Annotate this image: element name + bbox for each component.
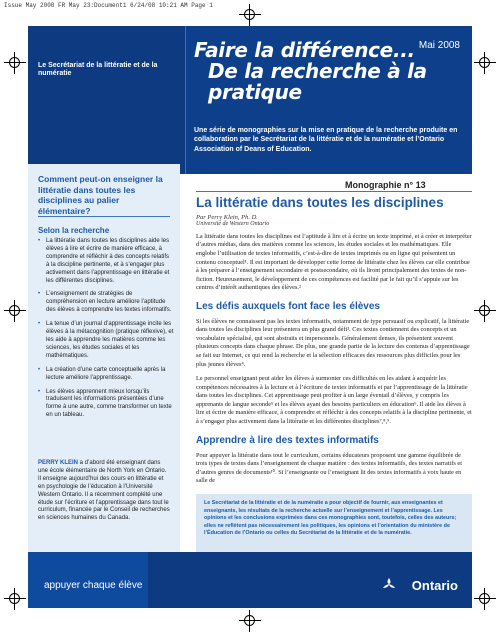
footer-band <box>28 552 472 608</box>
list-item: • Les élèves apprennent mieux lorsqu’ils traduisent les informations présentées d’une forme à une autre, comme transformer un texte en un tableau. <box>38 389 174 421</box>
registration-mark-mid-right <box>474 300 496 322</box>
list-item: • La littératie dans toutes les disciplines aide les élèves à lire et écrire de manière efficace, à comprendre et réfléchir à des concepts relatifs à la discipline pertinente, et à s’engager plus activement dans l’apprentissage en littératie et les différentes disciplines. <box>38 238 174 285</box>
masthead-banner <box>28 26 472 174</box>
author-bio-text: a d’abord été enseignant dans une école élémentaire de North York en Ontario. Il enseigne aujourd’hui des cours en littératie et en psychologie de l’éducation à l’Université Western Ontario. Il a récemment complété une étude sur l’écriture et l’apprentissage dans tout le curriculum, financée par le Conseil de recherches en sciences humaines du Canada. <box>38 460 170 522</box>
monograph-number: Monographie n° 13 <box>345 180 426 190</box>
intro-paragraph: La littératie dans toutes les disciplines est l’aptitude à lire et à écrire un texte imprimé, et à créer et interpréter d’autres médias, dans des matières comme les sciences, les études sociales et les mathématiques. Elle englobe l’utilisation de textes informatifs, c’est-à-dire de textes imprimés ou en ligne qui présentent un contenu conceptuel¹. Il est important de développer cette forme de littératie chez les élèves car elle contribue à les préparer à l’enseignement secondaire et postsecondaire, où ils liront principalement des textes de non-fiction. Heureusement, le développement de ces compétences est facilité par le fait qu’il s’appuie sur les centres d’intérêt authentiques des élèves.² <box>196 232 472 292</box>
header-rule <box>196 191 472 192</box>
list-item: • L’enseignement de stratégies de compréhension en lecture améliore l’aptitude des élèves à comprendre les textes informatifs. <box>38 291 174 315</box>
registration-mark-bottom-left <box>4 588 26 610</box>
registration-mark-bottom-right <box>474 588 496 610</box>
ontario-logo: Ontario <box>411 578 458 593</box>
body-paragraph: Si les élèves ne connaissent pas les textes informatifs, notamment de type persuasif ou explicatif, la littératie dans toutes les disciplines leur présentera un plus grand défi³. Ces textes contiennent des concepts et un vocabulaire spécialisé, qui sont abstraits et impersonnels. Généralement denses, ils présentent souvent plusieurs concepts dans chaque phrase. De plus, une grande partie de la lecture des contenus d’apprentissage se fait sur Internet, ce qui rend la recherche et la sélection efficaces des ressources plus difficiles pour les plus jeunes élèves⁴. <box>196 317 470 368</box>
registration-mark-mid-left <box>4 300 26 322</box>
series-title-line2: De la recherche à la pratique <box>208 59 427 104</box>
sidebar-question: Comment peut-on enseigner la littératie dans toutes les disciplines au palier élémentaire? <box>38 174 163 216</box>
article-body <box>196 196 472 486</box>
section-heading: Les défis auxquels font face les élèves <box>196 300 380 312</box>
footer-slogan: appuyer chaque élève <box>44 580 143 591</box>
series-title-line1: Faire la différence... <box>194 38 415 62</box>
print-slug: Issue May 2008 FR May 23:Document1 6/24/08 10:21 AM Page 1 <box>4 2 213 9</box>
registration-mark-top-left <box>4 52 26 74</box>
organization-name: Le Secrétariat de la littératie et de la numératie <box>38 62 158 78</box>
author-affiliation: Université de Western Ontario <box>196 220 270 227</box>
body-paragraph: Pour appuyer la littératie dans tout le curriculum, certains éducateurs proposent une gamme équilibrée de trois types de textes dans l’enseignement de chaque matière : des textes informatifs, des textes narratifs et d’autres genres de documents¹⁰. Si l’enseignante ou l’enseignant lit des textes informatifs à voix haute en salle de <box>196 451 462 485</box>
series-description: Une série de monographies sur la mise en pratique de la recherche produite en collaboration par le Secrétariat de la littératie et de la numératie et l’Ontario Association of Deans of Education. <box>194 127 458 153</box>
list-item: • La tenue d’un journal d’apprentissage incite les élèves à la métacognition (pratique réflexive), et les aide à apprendre les matières comme les sciences, les études sociales et les mathématiques. <box>38 321 174 361</box>
author-bio-name: PERRY KLEIN <box>38 460 79 466</box>
author-byline: Par Perry Klein, Ph. D. <box>196 213 258 221</box>
list-item: • La création d’une carte conceptuelle après la lecture améliore l’apprentissage. <box>38 367 174 383</box>
disclaimer-box: Le Secrétariat de la littératie et de la numératie a pour objectif de fournir, aux enseignantes et enseignants, les résultats de la recherche actuelle sur l’enseignement et l’apprentissage. Les opinions et les conclusions exprimées dans ces monographies sont, toutefois, celles des auteurs; elles ne reflètent pas nécessairement les politiques, les opinions et l’orientation du ministère de l’Éducation de l’Ontario ou celles du Secrétariat de la littératie et de la numératie. <box>196 494 472 552</box>
registration-mark-top-center <box>239 4 261 26</box>
registration-mark-top-right <box>474 52 496 74</box>
research-findings-list <box>38 238 174 426</box>
body-paragraph: Le personnel enseignant peut aider les élèves à surmonter ces difficultés en les aidant à acquérir les compétences nécessaires à la lecture et à l’écriture de textes informatifs et par l’apprentissage de la littératie dans toutes les disciplines. Cet apprentissage peut profiter à un large éventail d’élèves, y compris les apprenants de langue seconde⁵ et les élèves ayant des besoins particuliers en éducation⁶. Il aide les élèves à lire et écrire de manière efficace, à comprendre et réfléchir à des concepts relatifs à la discipline pertinente, et à s’engager plus activement dans la littératie et les différentes disciplines⁷,⁸,⁹. <box>196 375 472 425</box>
section-heading: Apprendre à lire des textes informatifs <box>196 434 379 446</box>
ontario-trillium-icon <box>382 577 396 591</box>
masthead-org-panel <box>28 26 186 174</box>
author-bio <box>38 460 170 523</box>
issue-date: Mai 2008 <box>418 40 460 51</box>
article-title: La littératie dans toutes les disciplines <box>196 195 444 210</box>
sidebar-heading: Selon la recherche <box>38 226 110 235</box>
sidebar-panel <box>28 164 180 552</box>
registration-mark-bottom-center <box>239 610 261 632</box>
sidebar-divider <box>38 216 170 217</box>
